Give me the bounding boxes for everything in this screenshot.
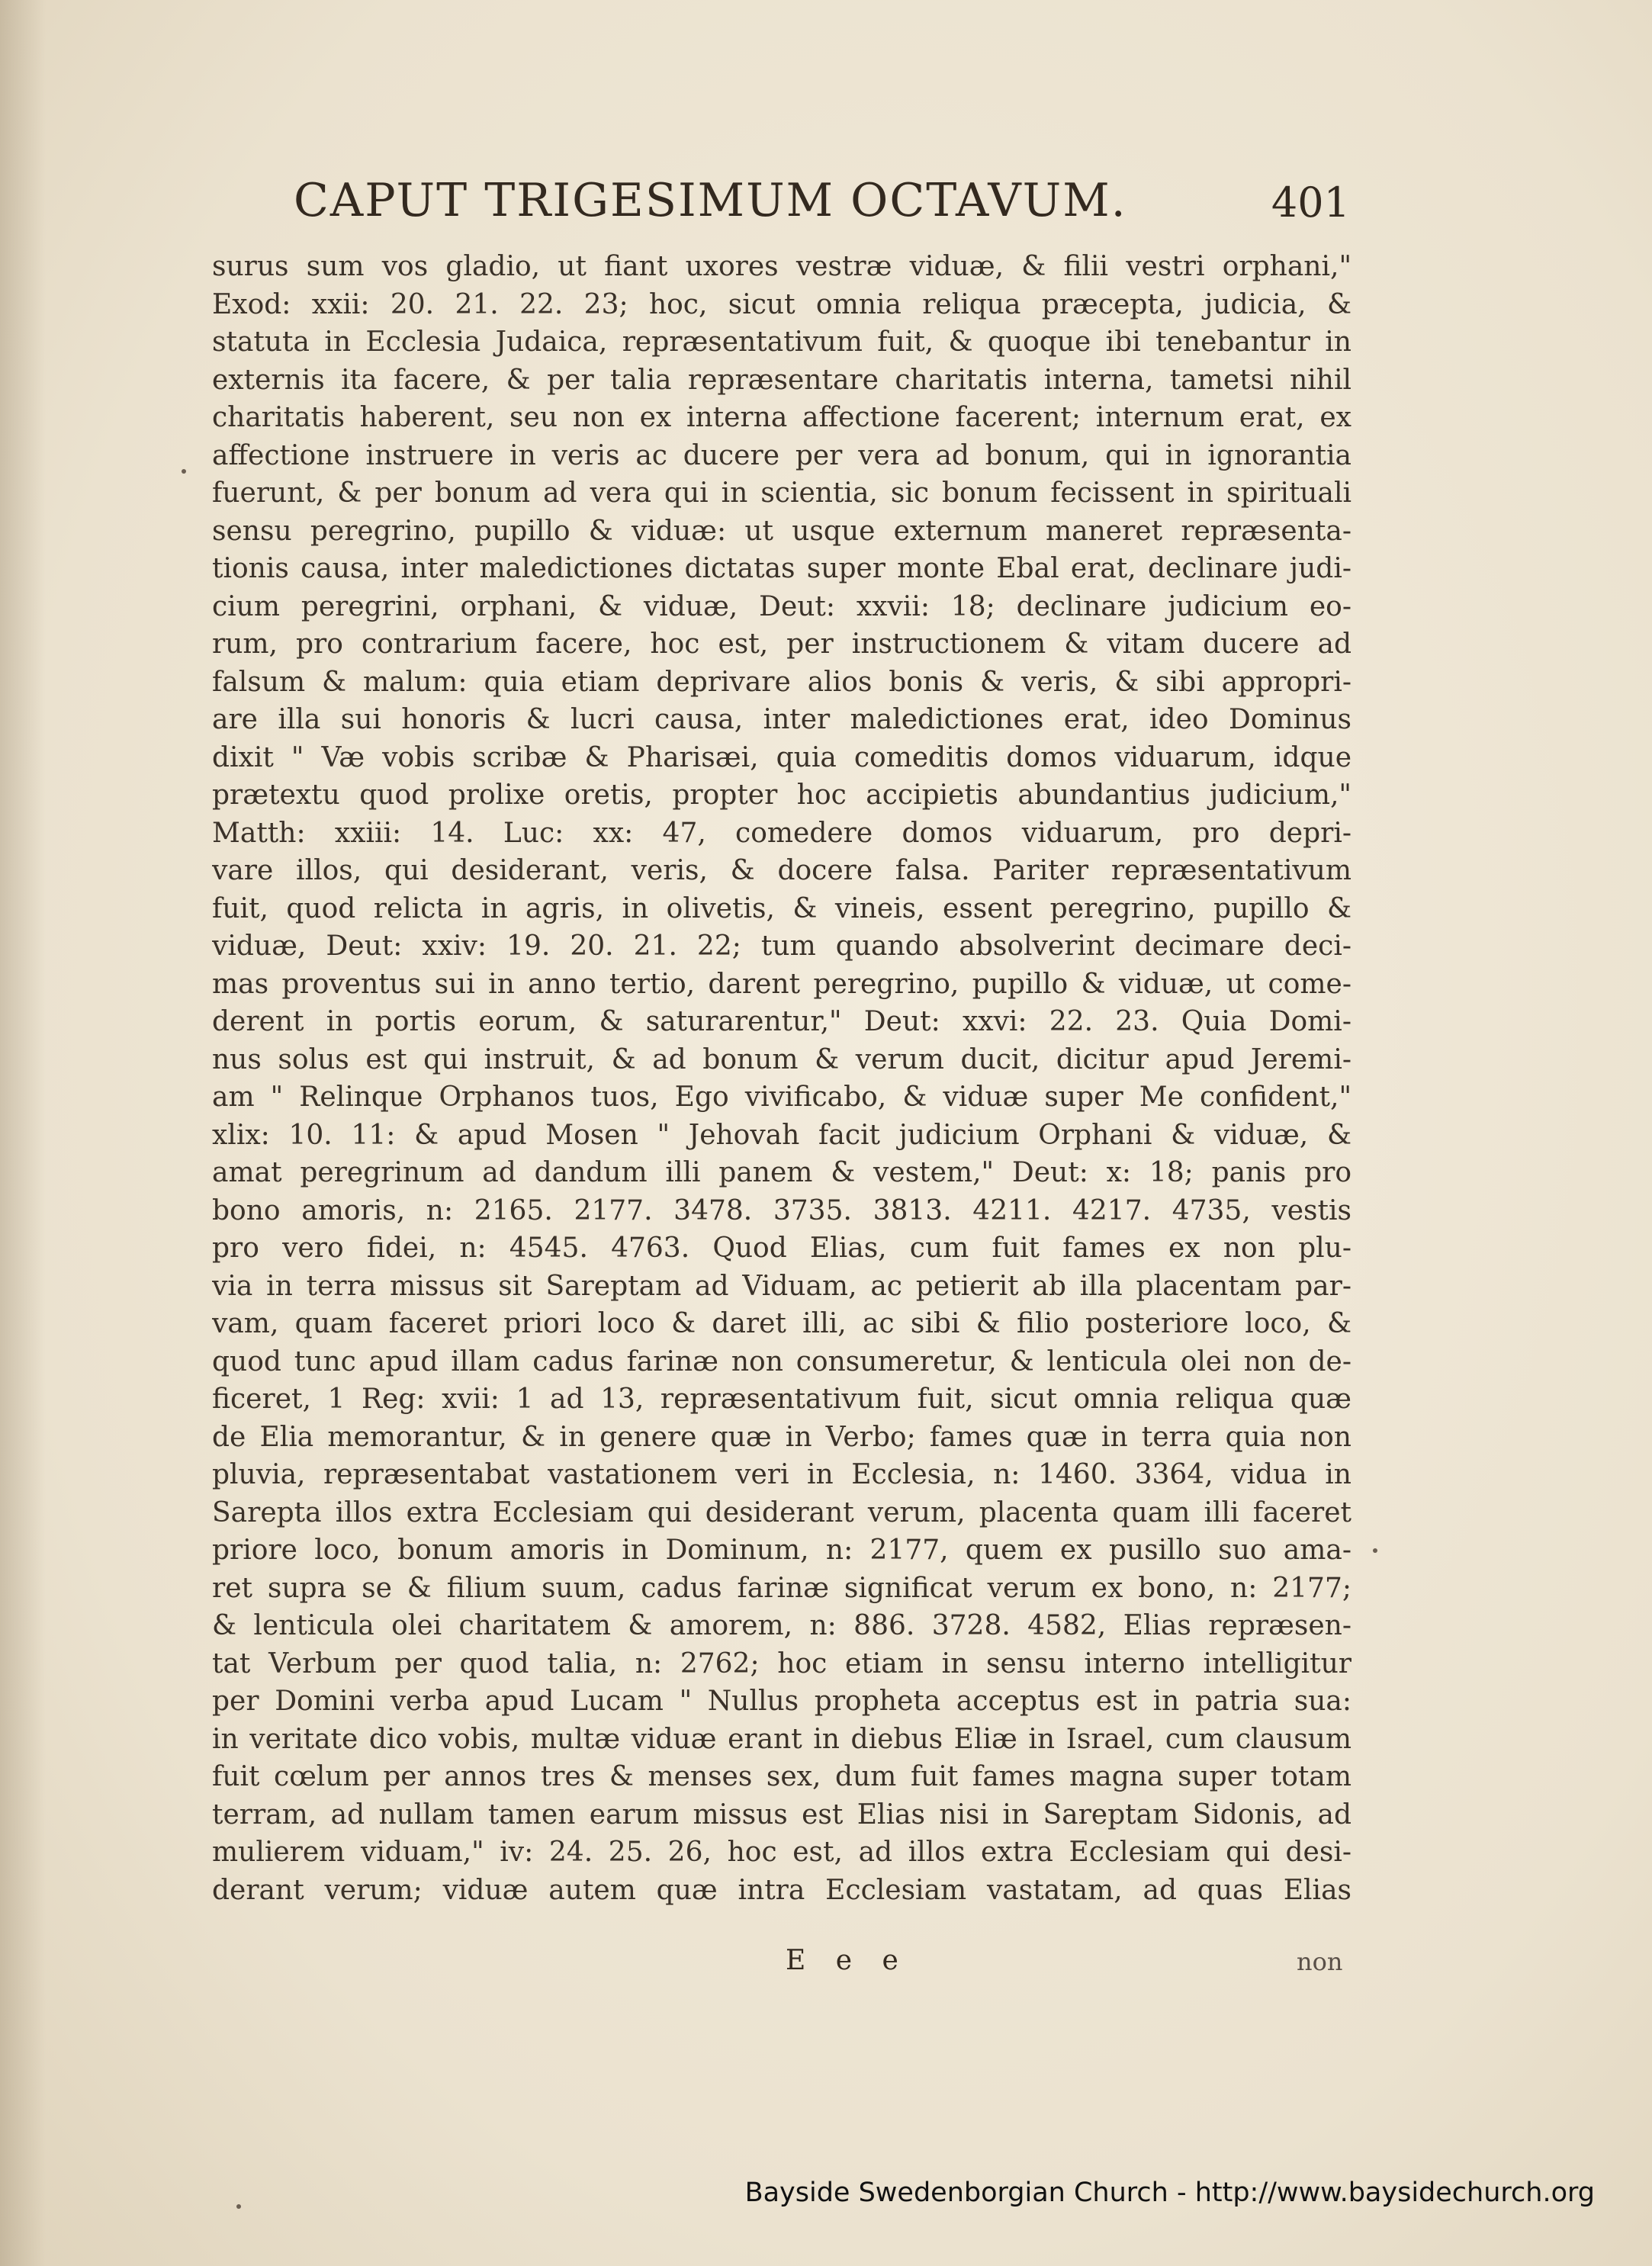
text-line: Sarepta illos extra Ecclesiam qui desiderant verum, placenta quam illi faceret <box>212 1496 1351 1528</box>
text-line: dixit " Væ vobis scribæ & Pharisæi, quia comeditis domos viduarum, idque <box>212 741 1351 773</box>
text-line: terram, ad nullam tamen earum missus est Elias nisi in Sareptam Sidonis, ad <box>212 1798 1351 1830</box>
text-line: via in terra missus sit Sareptam ad Viduam, ac petierit ab illa placentam par- <box>212 1270 1351 1302</box>
text-line: pluvia, repræsentabat vastationem veri in Ecclesia, n: 1460. 3364, vidua in <box>212 1459 1351 1490</box>
text-line: vam, quam faceret priori loco & daret illi, ac sibi & filio posteriore loco, & <box>212 1308 1351 1339</box>
text-line: Exod: xxii: 20. 21. 22. 23; hoc, sicut omnia reliqua præcepta, judicia, & <box>212 288 1351 320</box>
text-line: rum, pro contrarium facere, hoc est, per instructionem & vitam ducere ad <box>212 628 1351 660</box>
body-text <box>212 248 1351 1909</box>
text-line: affectione instruere in veris ac ducere per vera ad bonum, qui in ignorantia <box>212 439 1351 471</box>
text-line: surus sum vos gladio, ut fiant uxores vestræ viduæ, & filii vestri orphani," <box>212 251 1351 282</box>
text-line: are illa sui honoris & lucri causa, inter maledictiones erat, ideo Dominus <box>212 704 1351 735</box>
text-line: fuit cœlum per annos tres & menses sex, dum fuit fames magna super totam <box>212 1761 1351 1792</box>
text-line: in veritate dico vobis, multæ viduæ erant in diebus Eliæ in Israel, cum clausum <box>212 1723 1351 1755</box>
text-line: xlix: 10. 11: & apud Mosen " Jehovah facit judicium Orphani & viduæ, & <box>212 1119 1351 1151</box>
page-number: 401 <box>1271 178 1350 227</box>
text-line: fuerunt, & per bonum ad vera qui in scientia, sic bonum fecissent in spirituali <box>212 477 1351 509</box>
text-line: falsum & malum: quia etiam deprivare alios bonis & veris, & sibi appropri- <box>212 666 1351 698</box>
running-title: CAPUT TRIGESIMUM OCTAVUM. <box>294 174 1127 227</box>
text-line: derant verum; viduæ autem quæ intra Ecclesiam vastatam, ad quas Elias <box>212 1874 1351 1906</box>
running-head <box>294 174 1350 235</box>
catchword: non <box>1297 1947 1343 1976</box>
text-line: statuta in Ecclesia Judaica, repræsentativum fuit, & quoque ibi tenebantur in <box>212 326 1351 358</box>
text-line: charitatis haberent, seu non ex interna affectione facerent; internum erat, ex <box>212 402 1351 433</box>
text-line: viduæ, Deut: xxiv: 19. 20. 21. 22; tum quando absolverint decimare deci- <box>212 931 1351 962</box>
text-line: mulierem viduam," iv: 24. 25. 26, hoc est, ad illos extra Ecclesiam qui desi- <box>212 1837 1351 1868</box>
watermark-text: Bayside Swedenborgian Church - http://www.baysidechurch.org <box>744 2178 1595 2208</box>
text-line: derent in portis eorum, & saturarentur," Deut: xxvi: 22. 23. Quia Domi- <box>212 1006 1351 1037</box>
text-line: bono amoris, n: 2165. 2177. 3478. 3735. 3813. 4211. 4217. 4735, vestis <box>212 1194 1351 1226</box>
text-line: priore loco, bonum amoris in Dominum, n: 2177, quem ex pusillo suo ama- <box>212 1535 1351 1566</box>
text-line: tionis causa, inter maledictiones dictatas super monte Ebal erat, declinare judi- <box>212 553 1351 584</box>
text-line: mas proventus sui in anno tertio, darent peregrino, pupillo & viduæ, ut come- <box>212 968 1351 1000</box>
text-line: vare illos, qui desiderant, veris, & docere falsa. Pariter repræsentativum <box>212 855 1351 886</box>
text-line: prætextu quod prolixe oretis, propter hoc accipietis abundantius judicium," <box>212 779 1351 811</box>
text-line: pro vero fidei, n: 4545. 4763. Quod Elias, cum fuit fames ex non plu- <box>212 1233 1351 1264</box>
text-line: cium peregrini, orphani, & viduæ, Deut: xxvii: 18; declinare judicium eo- <box>212 590 1351 622</box>
text-line: fuit, quod relicta in agris, in olivetis, & vineis, essent peregrino, pupillo & <box>212 892 1351 924</box>
text-line: ficeret, 1 Reg: xvii: 1 ad 13, repræsentativum fuit, sicut omnia reliqua quæ <box>212 1384 1351 1415</box>
text-line: tat Verbum per quod talia, n: 2762; hoc etiam in sensu interno intelligitur <box>212 1647 1351 1679</box>
text-line: quod tunc apud illam cadus farinæ non consumeretur, & lenticula olei non de- <box>212 1345 1351 1377</box>
text-line: Matth: xxiii: 14. Luc: xx: 47, comedere domos viduarum, pro depri- <box>212 817 1351 849</box>
text-line: de Elia memorantur, & in genere quæ in Verbo; fames quæ in terra quia non <box>212 1421 1351 1453</box>
text-line: nus solus est qui instruit, & ad bonum & verum ducit, dicitur apud Jeremi- <box>212 1043 1351 1075</box>
text-line: externis ita facere, & per talia repræsentare charitatis interna, tametsi nihil <box>212 364 1351 396</box>
text-line: per Domini verba apud Lucam " Nullus propheta acceptus est in patria sua: <box>212 1686 1351 1717</box>
signature-mark: E e e <box>786 1945 909 1976</box>
text-line: sensu peregrino, pupillo & viduæ: ut usque externum maneret repræsenta- <box>212 515 1351 547</box>
gutter-shadow <box>0 0 46 2266</box>
text-line: ret supra se & filium suum, cadus farinæ significat verum ex bono, n: 2177; <box>212 1572 1351 1604</box>
text-line: amat peregrinum ad dandum illi panem & vestem," Deut: x: 18; panis pro <box>212 1157 1351 1188</box>
text-line: & lenticula olei charitatem & amorem, n: 886. 3728. 4582, Elias repræsen- <box>212 1610 1351 1641</box>
text-line: am " Relinque Orphanos tuos, Ego vivificabo, & viduæ super Me confident," <box>212 1082 1351 1113</box>
